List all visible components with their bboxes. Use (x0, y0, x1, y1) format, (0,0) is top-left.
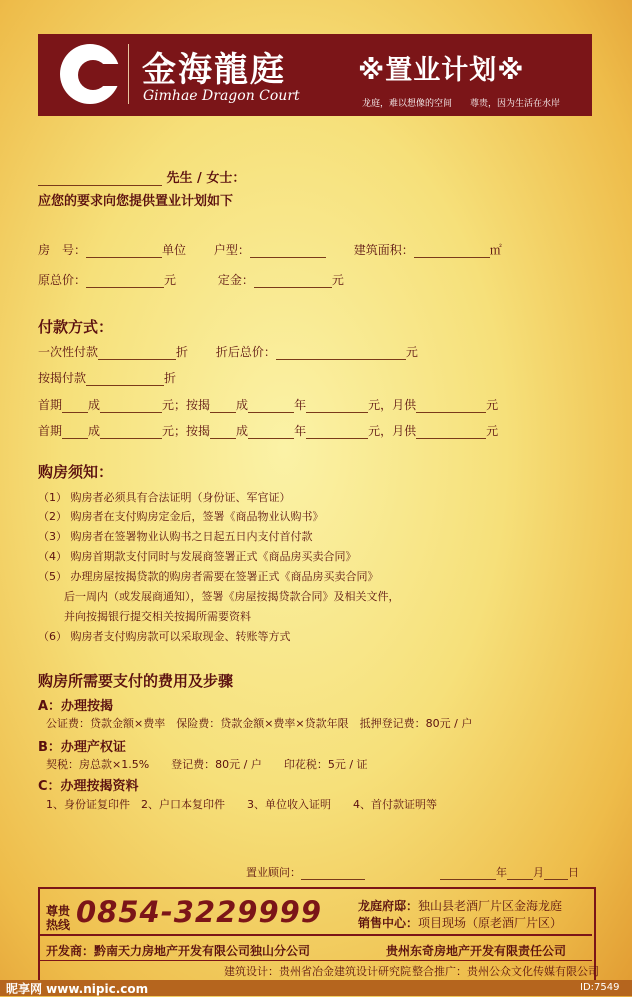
hotline-label-2: 热线 (46, 918, 71, 932)
consultant-row (246, 864, 365, 880)
name-blank[interactable] (38, 173, 162, 186)
residence-label: 龙庭府邸： (358, 899, 419, 913)
fee-c-title: C：办理按揭资料 (38, 779, 139, 794)
year-label-2: 年 (294, 424, 307, 438)
day-blank[interactable] (544, 867, 568, 880)
plan-title: ※置业计划※ (358, 55, 525, 86)
area-unit: ㎡ (489, 243, 502, 257)
down-payment-label-2: 首期 (38, 424, 63, 438)
hotline-label-1: 尊贵 (46, 904, 71, 918)
monthly-blank[interactable] (416, 400, 486, 413)
year-blank[interactable] (440, 867, 496, 880)
mortgage-discount-label: 折 (164, 371, 177, 385)
sign-day: 日 (568, 866, 579, 879)
price-row (38, 271, 344, 288)
total-price-label: 原总价： (38, 273, 87, 287)
fee-b-detail: 契税：房总款×1.5% 登记费：80元 / 户 印花税：5元 / 证 (46, 758, 368, 771)
deposit-unit: 元 (331, 273, 344, 287)
fee-c-detail: 1、身份证复印件 2、户口本复印件 3、单位收入证明 4、首付款证明等 (46, 798, 437, 811)
lump-sum-label: 一次性付款 (38, 345, 99, 359)
notice-item-1: （1） 购房者必须具有合法证明（身份证、军官证） (38, 491, 291, 504)
down-payment-label: 首期 (38, 398, 63, 412)
loan-amount-blank[interactable] (306, 400, 368, 413)
area-label: 建筑面积： (353, 243, 414, 257)
unit-row (38, 241, 502, 258)
notice-item-5: （5） 办理房屋按揭贷款的购房者需要在签署正式《商品房买卖合同》 (38, 570, 379, 583)
watermark-id: ID:7549 (580, 982, 620, 993)
area-blank[interactable] (414, 245, 490, 258)
logo-cut (98, 64, 122, 86)
footer-divider-1 (38, 934, 592, 936)
intro-text: 应您的要求向您提供置业计划如下 (38, 194, 234, 209)
after-discount-blank[interactable] (276, 347, 406, 360)
slogan: 龙庭，难以想像的空间 尊贵，因为生活在水岸 (362, 99, 561, 109)
fee-b-title: B：办理产权证 (38, 740, 126, 755)
notice-item-3: （3） 购房者在签署物业认购书之日起五日内支付首付款 (38, 530, 313, 543)
years-blank[interactable] (248, 400, 294, 413)
header-divider (128, 44, 129, 104)
notice-item-2: （2） 购房者在支付购房定金后，签署《商品物业认购书》 (38, 510, 324, 523)
fee-a-title: A：办理按揭 (38, 699, 114, 714)
down-amount-blank-2[interactable] (100, 426, 162, 439)
sign-year: 年 (496, 866, 507, 879)
brand-name: 金海龍庭 (142, 50, 286, 90)
deposit-blank[interactable] (254, 275, 332, 288)
yuan-label: 元 (486, 398, 499, 412)
monthly-blank-2[interactable] (416, 426, 486, 439)
promoter: 整合推广：贵州公众文化传媒有限公司 (412, 965, 599, 978)
lump-sum-blank[interactable] (98, 347, 176, 360)
mortgage-row (38, 369, 176, 386)
unit-label: 单位 (162, 243, 187, 257)
mortgage-label: 按揭付款 (38, 371, 87, 385)
loan-percent-blank-2[interactable] (210, 426, 236, 439)
date-row (440, 864, 579, 880)
type-label: 户型： (213, 243, 250, 257)
monthly-label-2: 元，月供 (368, 424, 417, 438)
notice-item-4: （4） 购房首期款支付同时与发展商签署正式《商品房买卖合同》 (38, 550, 357, 563)
after-discount-unit: 元 (405, 345, 418, 359)
notice-item-5-cont-1: 后一周内（或发展商通知），签署《房屋按揭贷款合同》及相关文件， (64, 590, 400, 603)
consultant-blank[interactable] (301, 867, 365, 880)
developer-2: 贵州东奇房地产开发有限责任公司 (386, 944, 567, 958)
yuan-label-2: 元 (486, 424, 499, 438)
year-label: 年 (294, 398, 307, 412)
mortgage-label-1: 元；按揭 (162, 398, 211, 412)
percent-label-4: 成 (236, 424, 249, 438)
notice-title: 购房须知： (38, 463, 114, 481)
lump-sum-row (38, 343, 418, 360)
notice-item-5-cont-2: 并向按揭银行提交相关按揭所需要资料 (64, 610, 251, 623)
room-no-blank[interactable] (86, 245, 162, 258)
mortgage-blank[interactable] (86, 373, 164, 386)
sign-month: 月 (533, 866, 544, 879)
percent-label-2: 成 (236, 398, 249, 412)
room-no-label: 房 号： (38, 243, 87, 257)
fee-a-detail: 公证费：贷款金额×费率 保险费：贷款金额×费率×贷款年限 抵押登记费：80元 / 户 (46, 717, 473, 730)
sales-row (358, 914, 562, 931)
month-blank[interactable] (507, 867, 533, 880)
mortgage-label-2: 元；按揭 (162, 424, 211, 438)
loan-amount-blank-2[interactable] (306, 426, 368, 439)
years-blank-2[interactable] (248, 426, 294, 439)
footer-divider-2 (38, 960, 592, 961)
hotline-phone[interactable]: 0854-3229999 (76, 895, 322, 929)
total-price-blank[interactable] (86, 275, 164, 288)
sales-label: 销售中心： (358, 916, 419, 930)
down-amount-blank[interactable] (100, 400, 162, 413)
percent-label: 成 (88, 398, 101, 412)
after-discount-label: 折后总价： (215, 345, 276, 359)
notice-item-6: （6） 购房者支付购房款可以采取现金、转账等方式 (38, 630, 291, 643)
residence-value: 独山县老酒厂片区金海龙庭 (418, 899, 563, 913)
down-percent-blank[interactable] (62, 400, 88, 413)
sales-value: 项目现场（原老酒厂片区） (418, 916, 563, 930)
mortgage-plan-row-1 (38, 396, 498, 413)
deposit-label: 定金： (217, 273, 254, 287)
salutation: 先生 / 女士： (166, 171, 246, 186)
fees-title: 购房所需要支付的费用及步骤 (38, 672, 234, 690)
architect: 建筑设计：贵州省冶金建筑设计研究院 (224, 965, 411, 978)
total-price-unit: 元 (164, 273, 177, 287)
residence-row (358, 897, 562, 914)
percent-label-3: 成 (88, 424, 101, 438)
discount-label: 折 (176, 345, 189, 359)
mortgage-plan-row-2 (38, 422, 498, 439)
brand-name-en: Gimhae Dragon Court (143, 88, 300, 104)
watermark-site: 昵享网 www.nipic.com (6, 982, 149, 996)
consultant-label: 置业顾问： (246, 866, 301, 879)
monthly-label: 元，月供 (368, 398, 417, 412)
down-percent-blank-2[interactable] (62, 426, 88, 439)
type-blank[interactable] (250, 245, 326, 258)
loan-percent-blank[interactable] (210, 400, 236, 413)
developer: 开发商：黔南天力房地产开发有限公司独山分公司 (46, 944, 311, 958)
salutation-row (38, 167, 245, 186)
payment-title: 付款方式： (38, 318, 114, 336)
